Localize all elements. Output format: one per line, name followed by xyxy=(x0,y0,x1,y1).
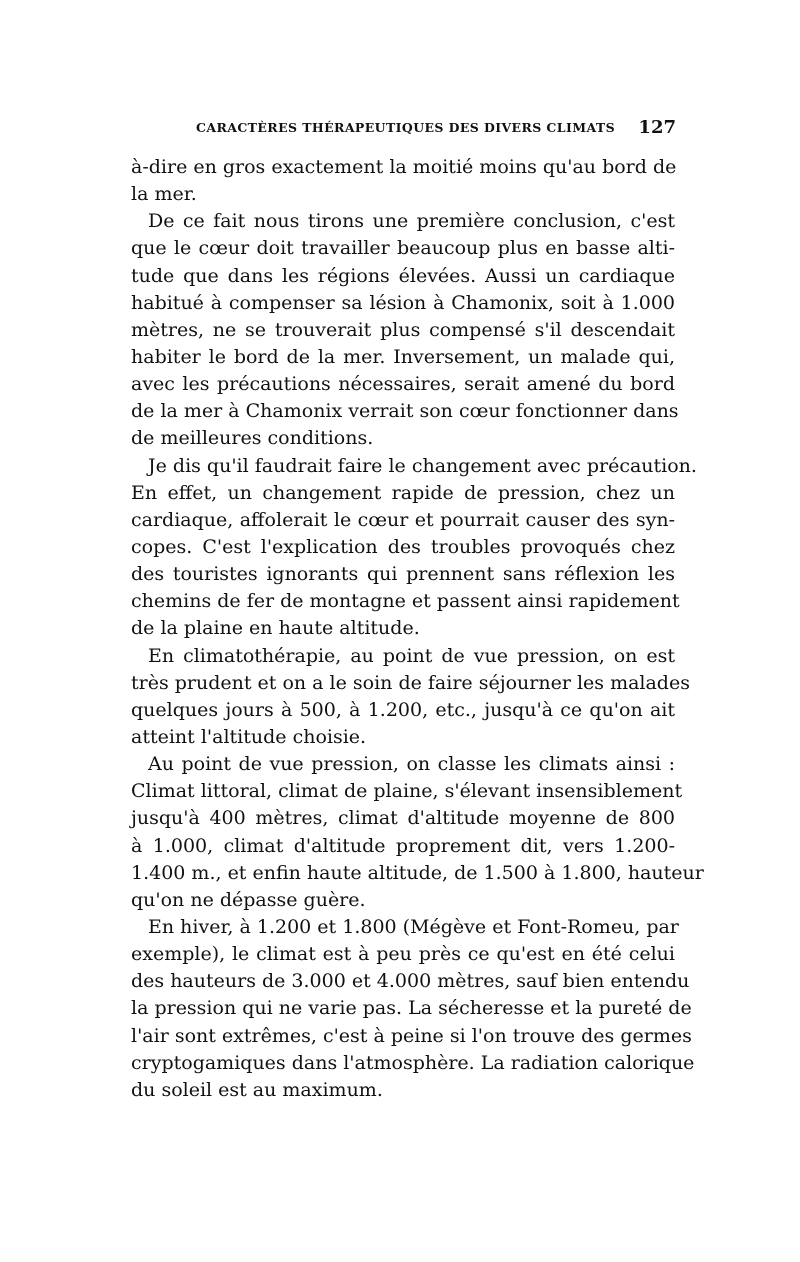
text-line: habitué à compenser sa lésion à Chamonix, soit à 1.000 xyxy=(131,291,675,314)
page-number: 127 xyxy=(638,117,676,138)
text-line: quelques jours à 500, à 1.200, etc., jusqu'à ce qu'on ait xyxy=(131,698,675,721)
text-line: de la mer à Chamonix verrait son cœur fonctionner dans xyxy=(131,400,679,423)
running-head xyxy=(196,118,680,142)
text-line: tude que dans les régions élevées. Aussi un cardiaque xyxy=(131,264,675,287)
running-title: CARACTÈRES THÉRAPEUTIQUES DES DIVERS CLIMATS xyxy=(196,120,615,135)
text-line: atteint l'altitude choisie. xyxy=(131,725,367,748)
text-line: à 1.000, climat d'altitude proprement dit, vers 1.200- xyxy=(131,834,675,857)
text-line: jusqu'à 400 mètres, climat d'altitude moyenne de 800 xyxy=(131,807,675,830)
text-line: la pression qui ne varie pas. La sécheresse et la pureté de xyxy=(131,997,692,1020)
text-line: En hiver, à 1.200 et 1.800 (Mégève et Font-Romeu, par xyxy=(148,915,679,938)
text-line: copes. C'est l'explication des troubles provoqués chez xyxy=(131,535,675,558)
text-line: avec les précautions nécessaires, serait amené du bord xyxy=(131,373,675,396)
text-line: mètres, ne se trouverait plus compensé s'il descendait xyxy=(131,318,675,341)
text-line: De ce fait nous tirons une première conclusion, c'est xyxy=(148,210,675,233)
text-line: qu'on ne dépasse guère. xyxy=(131,888,366,911)
text-line: Au point de vue pression, on classe les climats ainsi : xyxy=(148,753,675,776)
text-line: chemins de fer de montagne et passent ainsi rapidement xyxy=(131,590,680,613)
text-line: cardiaque, affolerait le cœur et pourrait causer des syn- xyxy=(131,508,675,531)
text-line: la mer. xyxy=(131,183,197,206)
text-line: cryptogamiques dans l'atmosphère. La radiation calorique xyxy=(131,1051,695,1074)
text-line: de la plaine en haute altitude. xyxy=(131,617,420,640)
text-line: du soleil est au maximum. xyxy=(131,1078,383,1101)
text-line: que le cœur doit travailler beaucoup plus en basse alti- xyxy=(131,237,675,260)
text-line: de meilleures conditions. xyxy=(131,427,374,450)
text-line: Climat littoral, climat de plaine, s'élevant insensiblement xyxy=(131,780,683,803)
text-line: à-dire en gros exactement la moitié moins qu'au bord de xyxy=(131,156,677,178)
text-line: très prudent et on a le soin de faire séjourner les malades xyxy=(131,671,690,694)
text-line: habiter le bord de la mer. Inversement, un malade qui, xyxy=(131,345,675,368)
text-line: Je dis qu'il faudrait faire le changement avec précaution. xyxy=(148,454,697,477)
body-text xyxy=(131,154,704,1104)
text-line: En effet, un changement rapide de pression, chez un xyxy=(131,481,675,504)
text-line: des hauteurs de 3.000 et 4.000 mètres, sauf bien entendu xyxy=(131,970,690,993)
text-line: l'air sont extrêmes, c'est à peine si l'on trouve des germes xyxy=(131,1024,692,1047)
text-line: En climatothérapie, au point de vue pression, on est xyxy=(148,644,675,667)
text-line: des touristes ignorants qui prennent sans réflexion les xyxy=(131,563,675,586)
text-line: 1.400 m., et enfin haute altitude, de 1.500 à 1.800, hauteur xyxy=(131,861,704,884)
text-line: exemple), le climat est à peu près ce qu'est en été celui xyxy=(131,943,675,966)
